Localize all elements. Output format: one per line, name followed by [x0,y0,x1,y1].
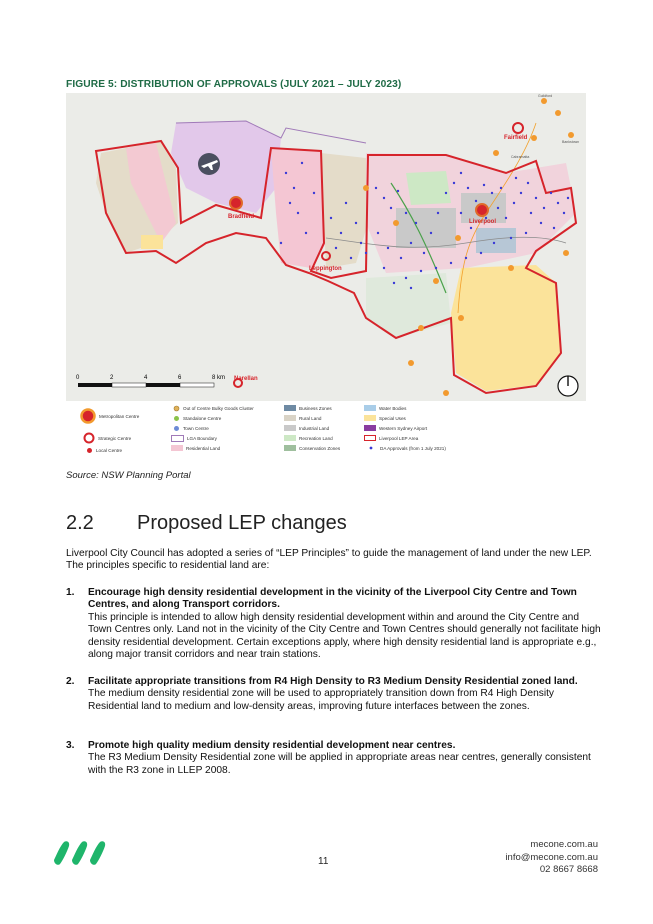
section-number: 2.2 [66,512,94,534]
legend-da-approvals: DA Approvals (from 1 July 2021) [380,445,446,451]
legend-strategic-centre: Strategic Centre [98,435,132,441]
legend-western-sydney-airport: Western Sydney Airport [379,425,428,431]
intro-paragraph: Liverpool City Council has adopted a series of “LEP Principles” to guide the management of land under the new LEP. The principles specific to residential land are: [66,548,592,572]
svg-text:0: 0 [76,375,80,381]
legend-business-zones: Business Zones [299,405,332,411]
legend-liverpool-lep-area: Liverpool LEP Area [379,435,419,441]
footer-contact [505,839,598,877]
principle-number: 1. [66,587,75,598]
figure-title: FIGURE 5: DISTRIBUTION OF APPROVALS (JULY 2021 – JULY 2023) [66,79,402,90]
svg-text:6: 6 [178,375,182,381]
figure-source: Source: NSW Planning Portal [66,470,191,481]
legend-recreation-land: Recreation Land [299,435,333,441]
legend-industrial-land: Industrial Land [299,425,330,431]
principle-body: This principle is intended to allow high density residential development within and around the City Centre and Town Centres only. Land not in the vicinity of the City Centre and Town Centres should generally not facilitate high density residential development. Certain exceptions apply, where high density residential land is appropriate e.g., along major transit corridors and near train stations. [88,611,601,661]
svg-text:8 km: 8 km [212,375,226,381]
footer-email[interactable]: info@mecone.com.au [505,851,598,863]
legend-lga-boundary: LGA Boundary [187,436,217,441]
principle-item [66,740,601,777]
special-uses-area [451,265,561,391]
north-arrow-icon [558,376,578,396]
legend-town-centre: Town Centre [183,426,209,431]
legend-standalone-centre: Standalone Centre [183,416,222,421]
section-title: Proposed LEP changes [137,512,347,534]
mecone-logo-icon [54,838,112,868]
liverpool-label: Liverpool [469,219,497,225]
principle-number: 2. [66,676,75,687]
principle-item [66,587,601,661]
principle-heading: Facilitate appropriate transitions from R4 High Density to R3 Medium Density Residential zoned land. [88,676,578,687]
footer-phone: 02 8667 8668 [539,864,598,875]
legend-residential-land: Residential Land [186,445,221,451]
bradfield-centre [230,197,242,209]
legend-out-of-centre: Out of Centre Bulky Goods Cluster [183,406,254,411]
footer-website[interactable]: mecone.com.au [530,839,598,850]
legend-special-uses: Special Uses [379,415,406,421]
principle-number: 3. [66,740,75,751]
page-number: 11 [318,856,329,867]
svg-text:Guildford: Guildford [538,94,553,98]
principle-item [66,676,601,713]
legend-conservation-zones: Conservation Zones [299,445,341,451]
legend-water-bodies: Water Bodies [379,405,407,411]
lappington-label: Leppington [309,266,342,272]
principle-body: The R3 Medium Density Residential zone will be applied in appropriate areas near centres, generally consistent with the R3 zone in LLEP 2008. [88,752,591,776]
liverpool-centre [476,204,488,216]
principle-heading: Encourage high density residential development in the vicinity of the Liverpool City Centre and Town Centres, and along Transport corridors. [88,587,577,611]
legend-local-centre: Local Centre [96,448,123,453]
legend-rural-land: Rural Land [299,415,322,421]
svg-text:2: 2 [110,375,114,381]
principle-heading: Promote high quality medium density residential development near centres. [88,740,456,751]
bradfield-label: Bradfield [228,214,255,220]
map-legend [66,401,586,459]
svg-text:Cabramatta: Cabramatta [511,155,530,159]
legend-metropolitan-centre: Metropolitan Centre [99,413,140,419]
svg-text:Bankstown: Bankstown [562,140,580,144]
principle-body: The medium density residential zone will be used to appropriately transition down from R4 High Density Residential land to medium and low-density areas, improving future interfaces between the zones. [88,688,555,712]
approvals-map [66,93,586,401]
svg-text:4: 4 [144,375,148,381]
narellan-label: Narellan [234,376,258,382]
fairfield-label: Fairfield [504,135,528,141]
